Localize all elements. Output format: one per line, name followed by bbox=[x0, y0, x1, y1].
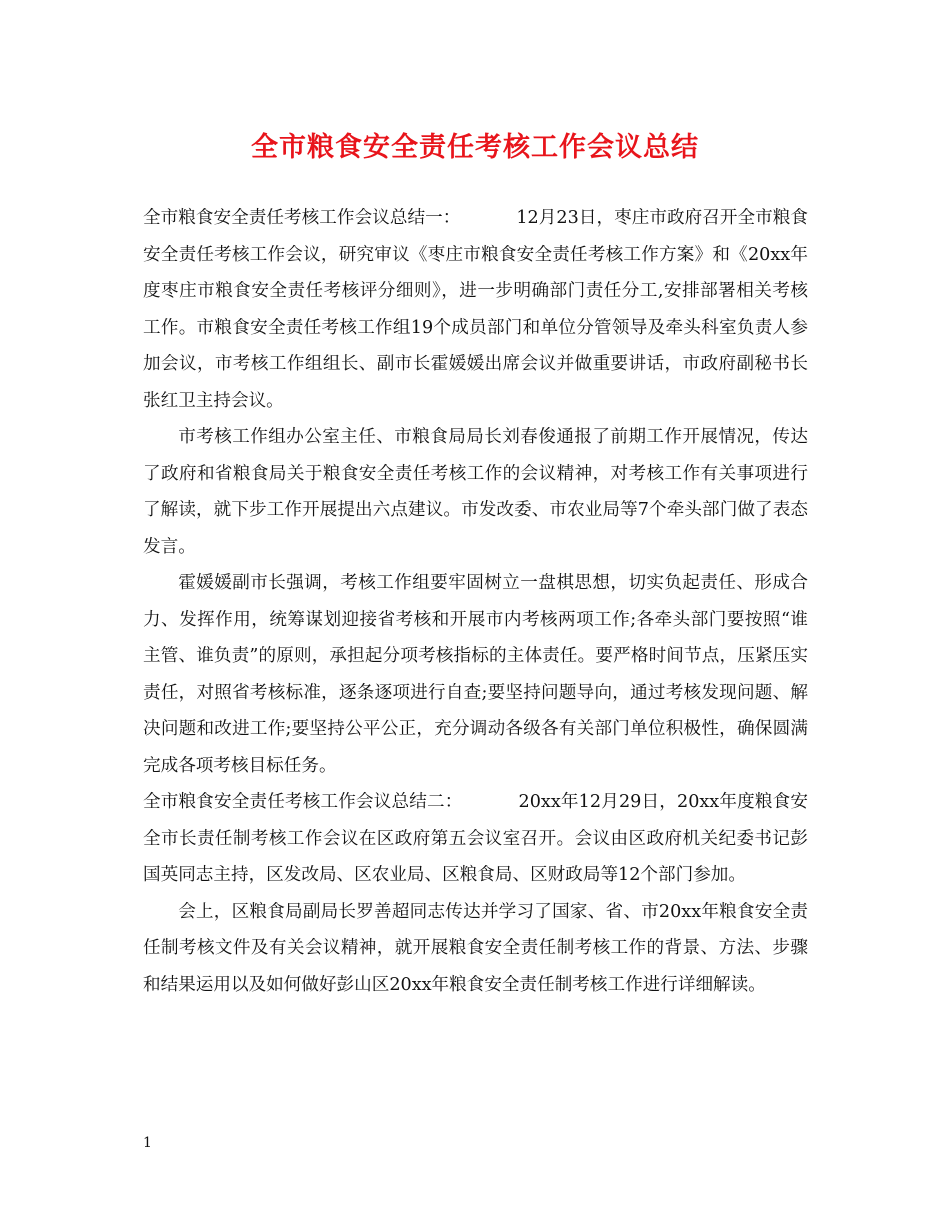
section-2-paragraph-1: 20xx年12月29日，20xx年度粮食安全市长责任制考核工作会议在区政府第五会议室召开。会议由区政府机关纪委书记彭国英同志主持，区发改局、区农业局、区粮食局、区财政局等12个部门参加。 bbox=[143, 792, 808, 885]
section-2-first-paragraph bbox=[143, 784, 808, 894]
section-1-heading: 全市粮食安全责任考核工作会议总结一： bbox=[143, 208, 461, 228]
section-2-paragraph-2: 会上，区粮食局副局长罗善超同志传达并学习了国家、省、市20xx年粮食安全责任制考核文件及有关会议精神，就开展粮食安全责任制考核工作的背景、方法、步骤和结果运用以及如何做好彭山区20xx年粮食安全责任制考核工作进行详细解读。 bbox=[143, 901, 808, 995]
document-body bbox=[143, 200, 808, 1003]
section-1-paragraph-1: 12月23日，枣庄市政府召开全市粮食安全责任考核工作会议，研究审议《枣庄市粮食安全责任考核工作方案》和《20xx年度枣庄市粮食安全责任考核评分细则》，进一步明确部门责任分工,安排部署相关考核工作。市粮食安全责任考核工作组19个成员部门和单位分管领导及牵头科室负责人参加会议，市考核工作组组长、副市长霍媛媛出席会议并做重要讲话，市政府副秘书长张红卫主持会议。 bbox=[143, 208, 808, 411]
section-1-paragraph-2: 市考核工作组办公室主任、市粮食局局长刘春俊通报了前期工作开展情况，传达了政府和省粮食局关于粮食安全责任考核工作的会议精神，对考核工作有关事项进行了解读，就下步工作开展提出六点建议。市发改委、市农业局等7个牵头部门做了表态发言。 bbox=[143, 427, 808, 557]
document-title: 全市粮食安全责任考核工作会议总结 bbox=[251, 132, 699, 163]
section-1-paragraph-3: 霍媛媛副市长强调，考核工作组要牢固树立一盘棋思想，切实负起责任、形成合力、发挥作用，统筹谋划迎接省考核和开展市内考核两项工作;各牵头部门要按照“谁主管、谁负责”的原则，承担起分项考核指标的主体责任。要严格时间节点，压紧压实责任，对照省考核标准，逐条逐项进行自查;要坚持问题导向，通过考核发现问题、解决问题和改进工作;要坚持公平公正，充分调动各级各有关部门单位积极性，确保圆满完成各项考核目标任务。 bbox=[143, 573, 808, 776]
page-number: 1 bbox=[143, 1135, 152, 1151]
section-2-heading: 全市粮食安全责任考核工作会议总结二： bbox=[143, 792, 463, 812]
section-1-first-paragraph bbox=[143, 200, 808, 419]
